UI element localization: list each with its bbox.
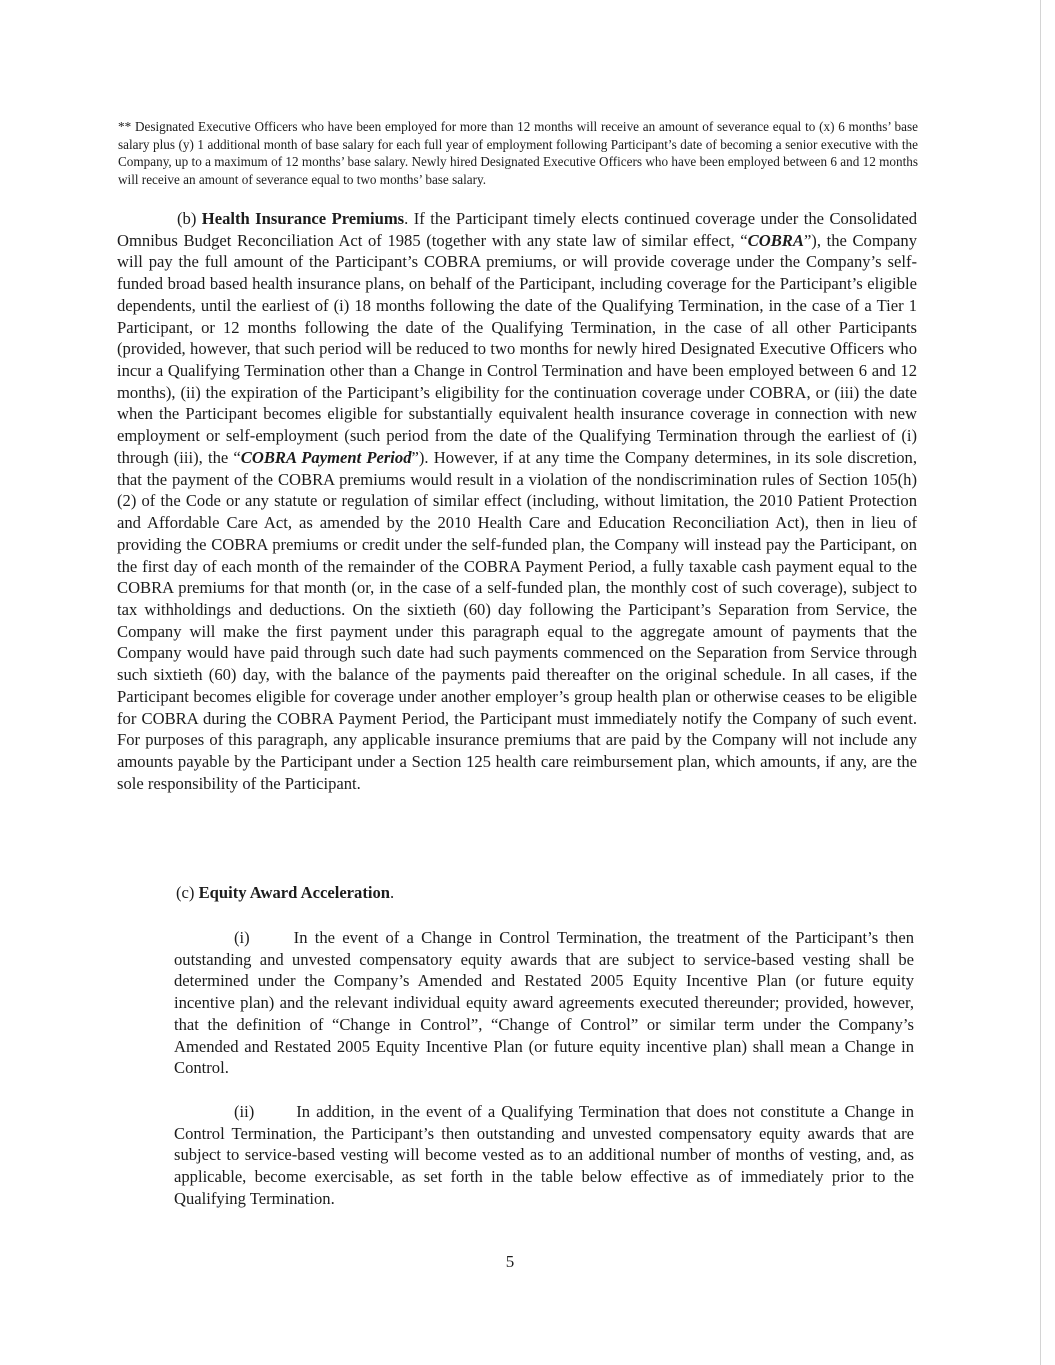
page-number: 5 xyxy=(505,1252,515,1271)
subsection-ii-text: In addition, in the event of a Qualifying Termination that does not constitute a Change in Control Termination, the Participant’s then outstanding and unvested compensatory equity awards that are subject to service-based vesting will become vested as to an additional number of months of vesting, and, as applicable, become exercisable, as set forth in the table below effective as of immediately prior to the Qualifying Termination. xyxy=(174,1102,914,1208)
section-b-health-insurance xyxy=(117,208,917,794)
section-c-subsection-ii xyxy=(174,1101,914,1210)
section-b-text-3: ”). However, if at any time the Company determines, in its sole discretion, that the payment of the COBRA premiums would result in a violation of the nondiscrimination rules of Section 105(h)(2) of the Code or any statute or regulation of similar effect (including, without limitation, the 2010 Patient Protection and Affordable Care Act, as amended by the 2010 Health Care and Education Reconciliation Act), then in lieu of providing the COBRA premiums or credit under the self-funded plan, the Company will instead pay the Participant, on the first day of each month of the remainder of the COBRA Payment Period, a fully taxable cash payment equal to the COBRA premiums for that month (or, in the case of a self-funded plan, the monthly cost of such coverage), subject to tax withholdings and deductions. On the sixtieth (60) day following the Participant’s Separation from Service, the Company will make the first payment under this paragraph equal to the aggregate amount of payments that the Company would have paid through such date had such payments commenced on the Separation from Service through such sixtieth (60) day, with the balance of the payments paid thereafter on the original schedule. In all cases, if the Participant becomes eligible for coverage under another employer’s group health plan or otherwise ceases to be eligible for COBRA during the COBRA Payment Period, the Participant must immediately notify the Company of such event. For purposes of this paragraph, any applicable insurance premiums that are paid by the Company will not include any amounts payable by the Participant under a Section 125 health care reimbursement plan, which amounts, if any, are the sole responsibility of the Participant. xyxy=(117,447,917,793)
defined-term-cobra-payment-period: COBRA Payment Period xyxy=(240,447,412,467)
severance-footnote: ** Designated Executive Officers who have been employed for more than 12 months will receive an amount of severance equal to (x) 6 months’ base salary plus (y) 1 additional month of base salary for each full year of employment following Participant’s date of becoming a senior executive with the Company, up to a maximum of 12 months’ base salary. Newly hired Designated Executive Officers who have been employed between 6 and 12 months will receive an amount of severance equal to two months’ base salary. xyxy=(118,119,918,187)
subsection-i-label: (i) xyxy=(234,928,250,947)
section-b-text-1: . If the Participant timely elects continued coverage under the Consolidated Omnibus Budget Reconciliation Act of 1985 (together with any state law of similar effect, “ xyxy=(117,209,918,250)
section-b-text-2: ”), the Company will pay the full amount of the Participant’s COBRA premiums, or will provide coverage under the Company’s self-funded broad based health insurance plans, on behalf of the Participant, including coverage for the Participant’s eligible dependents, until the earliest of (i) 18 months following the date of the Qualifying Termination, in the case of a Tier 1 Participant, or 12 months following the date of the Qualifying Termination, in the case of all other Participants (provided, however, that such period will be reduced to two months for newly hired Designated Executive Officers who incur a Qualifying Termination other than a Change in Control Termination and have been employed between 6 and 12 months), (ii) the expiration of the Participant’s eligibility for the continuation coverage under COBRA, or (iii) the date when the Participant becomes eligible for substantially equivalent health insurance coverage in connection with new employment or self-employment (such period from the date of the Qualifying Termination through the earliest of (i) through (iii), the “ xyxy=(117,230,917,467)
section-c-label: (c) xyxy=(176,883,199,902)
subsection-ii-label: (ii) xyxy=(234,1102,255,1121)
scan-edge-line xyxy=(1040,0,1041,1365)
subsection-i-text: In the event of a Change in Control Termination, the treatment of the Participant’s then outstanding and unvested compensatory equity awards that are subject to service-based vesting shall be determined under the Company’s Amended and Restated 2005 Equity Incentive Plan (or future equity incentive plan) and the relevant individual equity award agreements executed thereunder; provided, however, that the definition of “Change in Control”, “Change of Control” or similar term under the Company’s Amended and Restated 2005 Equity Incentive Plan (or future equity incentive plan) shall mean a Change in Control. xyxy=(174,928,914,1078)
section-c-heading: Equity Award Acceleration xyxy=(198,883,391,902)
defined-term-cobra: COBRA xyxy=(747,230,804,250)
section-b-heading: Health Insurance Premiums xyxy=(201,209,405,228)
section-c-heading-line xyxy=(176,882,876,904)
section-b-label: (b) xyxy=(177,209,202,228)
section-c-subsection-i xyxy=(174,927,914,1079)
section-c-suffix: . xyxy=(390,883,395,902)
